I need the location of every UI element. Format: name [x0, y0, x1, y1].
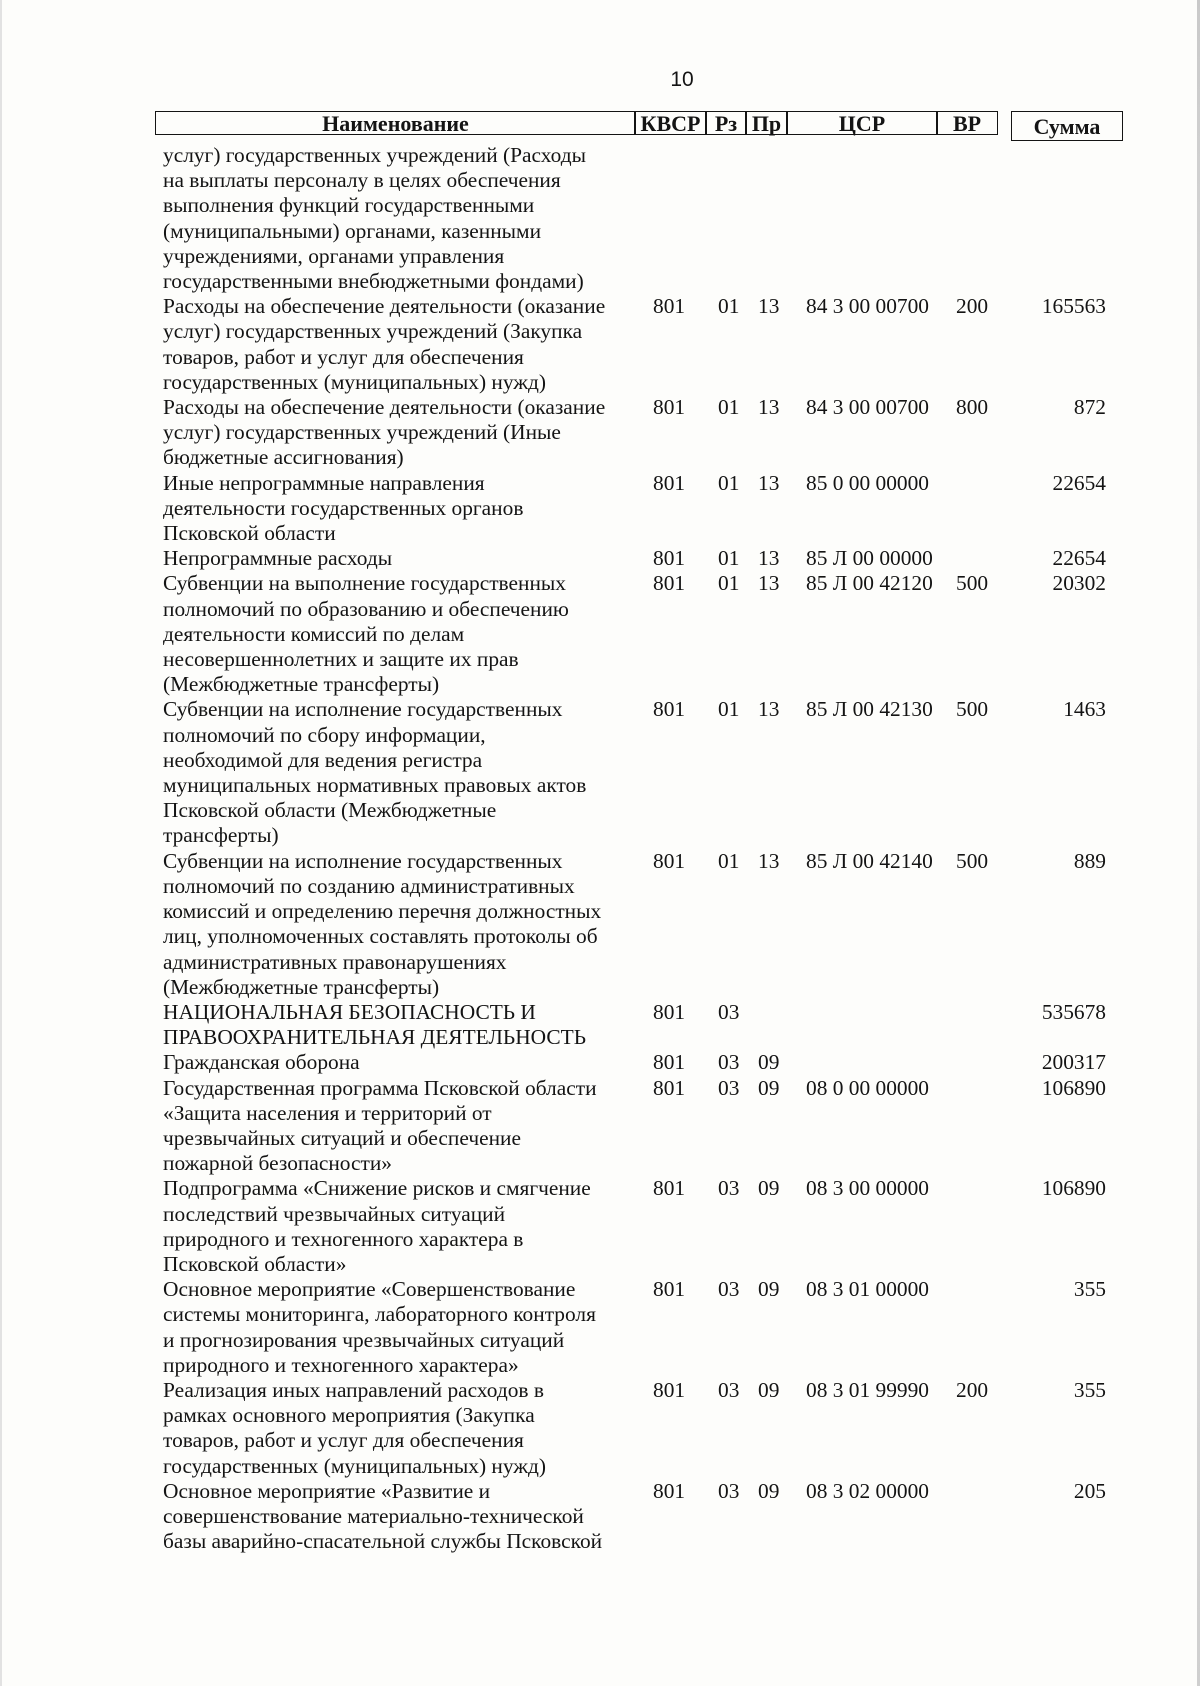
table-row: [0, 1076, 1200, 1177]
row-sum: 22654: [1052, 546, 1106, 571]
row-sum: 20302: [1052, 571, 1106, 596]
table-row: [0, 1050, 1200, 1075]
row-name: Гражданская оборона: [163, 1050, 360, 1075]
table-row: [0, 697, 1200, 848]
row-kvsr: 801: [653, 470, 686, 495]
header-vr: ВР: [936, 111, 998, 135]
header-csr: ЦСР: [786, 111, 938, 135]
row-sum: 355: [1073, 1377, 1106, 1402]
table-row: [0, 571, 1200, 697]
row-vr: 500: [956, 697, 989, 722]
row-csr: 84 3 00 00700: [806, 395, 929, 420]
row-name: услуг) государственных учреждений (Расходы на выплаты персоналу в целях обеспечения выполнения функций государственными (муниципальными) органами, казенными учреждениями, органами управления государственными внебюджетными фондами): [163, 143, 586, 294]
header-rz: Рз: [705, 111, 747, 135]
row-sum: 872: [1073, 395, 1106, 420]
row-name: Субвенции на выполнение государственных полномочий по образованию и обеспечению деятельности комиссий по делам несовершеннолетних и защите их прав (Межбюджетные трансферты): [163, 571, 569, 697]
row-pr: 13: [758, 294, 780, 319]
row-rz: 01: [718, 294, 740, 319]
row-kvsr: 801: [653, 848, 686, 873]
row-kvsr: 801: [653, 395, 686, 420]
table-row: [0, 1000, 1200, 1050]
row-name: Непрограммные расходы: [163, 546, 393, 571]
row-rz: 01: [718, 395, 740, 420]
row-csr: 84 3 00 00700: [806, 294, 929, 319]
row-name: Основное мероприятие «Совершенствование системы мониторинга, лабораторного контроля и прогнозирования чрезвычайных ситуаций природного и техногенного характера»: [163, 1277, 596, 1377]
row-name: Расходы на обеспечение деятельности (оказание услуг) государственных учреждений (Закупка товаров, работ и услуг для обеспечения государственных (муниципальных) нужд): [163, 294, 606, 394]
row-pr: 09: [758, 1075, 780, 1100]
row-kvsr: 801: [653, 294, 686, 319]
row-csr: 85 Л 00 42120: [806, 571, 933, 596]
row-csr: 85 Л 00 00000: [806, 546, 933, 571]
table-row: [0, 1479, 1200, 1555]
row-sum: 205: [1073, 1478, 1106, 1503]
row-pr: 13: [758, 470, 780, 495]
row-csr: 08 3 01 99990: [806, 1377, 929, 1402]
row-kvsr: 801: [653, 1377, 686, 1402]
header-name: Наименование: [155, 111, 636, 135]
row-name: Государственная программа Псковской области «Защита населения и территорий от чрезвычайных ситуаций и обеспечение пожарной безопасности»: [163, 1075, 597, 1176]
row-sum: 165563: [1041, 294, 1106, 319]
row-pr: 13: [758, 697, 780, 722]
row-sum: 200317: [1041, 1050, 1106, 1075]
row-name: Расходы на обеспечение деятельности (оказание услуг) государственных учреждений (Иные бюджетные ассигнования): [163, 395, 606, 470]
row-name: Реализация иных направлений расходов в рамках основного мероприятия (Закупка товаров, работ и услуг для обеспечения государственных (муниципальных) нужд): [163, 1377, 547, 1478]
table-header: [155, 111, 1123, 145]
row-kvsr: 801: [653, 999, 686, 1024]
row-kvsr: 801: [653, 546, 686, 571]
row-vr: 500: [956, 571, 989, 596]
row-kvsr: 801: [653, 1478, 686, 1503]
row-rz: 03: [718, 1176, 740, 1201]
row-kvsr: 801: [653, 1277, 686, 1302]
header-pr: Пр: [745, 111, 788, 135]
row-csr: 08 3 02 00000: [806, 1478, 929, 1503]
table-row: [0, 546, 1200, 571]
header-kvsr: КВСР: [634, 111, 707, 135]
row-sum: 889: [1073, 848, 1106, 873]
row-rz: 03: [718, 1075, 740, 1100]
row-rz: 03: [718, 999, 740, 1024]
row-pr: 09: [758, 1176, 780, 1201]
row-vr: 800: [956, 395, 989, 420]
row-pr: 13: [758, 571, 780, 596]
row-kvsr: 801: [653, 1050, 686, 1075]
row-rz: 01: [718, 546, 740, 571]
row-rz: 03: [718, 1478, 740, 1503]
table-row: [0, 1176, 1200, 1277]
row-rz: 01: [718, 697, 740, 722]
table-row: [0, 1378, 1200, 1479]
row-name: Основное мероприятие «Развитие и совершенствование материально-технической базы аварийно-спасательной службы Псковской: [163, 1478, 603, 1554]
row-name: Подпрограмма «Снижение рисков и смягчение последствий чрезвычайных ситуаций природного и техногенного характера в Псковской области»: [163, 1176, 591, 1276]
row-name: Субвенции на исполнение государственных полномочий по сбору информации, необходимой для ведения регистра муниципальных нормативных правовых актов Псковской области (Межбюджетные трансферты): [163, 697, 587, 848]
row-csr: 08 3 00 00000: [806, 1176, 929, 1201]
row-sum: 1463: [1063, 697, 1106, 722]
table-body: [0, 143, 1200, 1554]
row-rz: 03: [718, 1377, 740, 1402]
row-csr: 85 0 00 00000: [806, 470, 929, 495]
row-sum: 22654: [1052, 470, 1106, 495]
row-rz: 01: [718, 848, 740, 873]
table-row: [0, 1277, 1200, 1378]
table-row: [0, 395, 1200, 471]
row-rz: 03: [718, 1050, 740, 1075]
row-csr: 08 0 00 00000: [806, 1075, 929, 1100]
row-name: НАЦИОНАЛЬНАЯ БЕЗОПАСНОСТЬ И ПРАВООХРАНИТЕЛЬНАЯ ДЕЯТЕЛЬНОСТЬ: [163, 999, 586, 1050]
table-row: [0, 849, 1200, 1000]
header-sum: Сумма: [1011, 111, 1123, 141]
row-csr: 08 3 01 00000: [806, 1277, 929, 1302]
row-sum: 106890: [1041, 1176, 1106, 1201]
row-kvsr: 801: [653, 1075, 686, 1100]
page-number: 10: [670, 68, 694, 91]
row-pr: 09: [758, 1050, 780, 1075]
row-rz: 03: [718, 1277, 740, 1302]
row-pr: 09: [758, 1377, 780, 1402]
table-row: [0, 294, 1200, 395]
row-csr: 85 Л 00 42140: [806, 848, 933, 873]
row-name: Иные непрограммные направления деятельности государственных органов Псковской области: [163, 470, 524, 546]
row-pr: 13: [758, 395, 780, 420]
row-kvsr: 801: [653, 697, 686, 722]
row-rz: 01: [718, 470, 740, 495]
row-vr: 500: [956, 848, 989, 873]
table-row: [0, 471, 1200, 547]
row-pr: 13: [758, 848, 780, 873]
row-name: Субвенции на исполнение государственных полномочий по созданию административных комиссий и определению перечня должностных лиц, уполномоченных составлять протоколы об административных правонарушениях (Межбюджетные трансферты): [163, 848, 602, 999]
row-csr: 85 Л 00 42130: [806, 697, 933, 722]
row-pr: 13: [758, 546, 780, 571]
row-vr: 200: [956, 294, 989, 319]
row-sum: 355: [1073, 1277, 1106, 1302]
row-vr: 200: [956, 1377, 989, 1402]
row-sum: 535678: [1041, 999, 1106, 1024]
row-pr: 09: [758, 1478, 780, 1503]
row-sum: 106890: [1041, 1075, 1106, 1100]
row-kvsr: 801: [653, 571, 686, 596]
table-row: [0, 143, 1200, 294]
row-pr: 09: [758, 1277, 780, 1302]
row-rz: 01: [718, 571, 740, 596]
row-kvsr: 801: [653, 1176, 686, 1201]
